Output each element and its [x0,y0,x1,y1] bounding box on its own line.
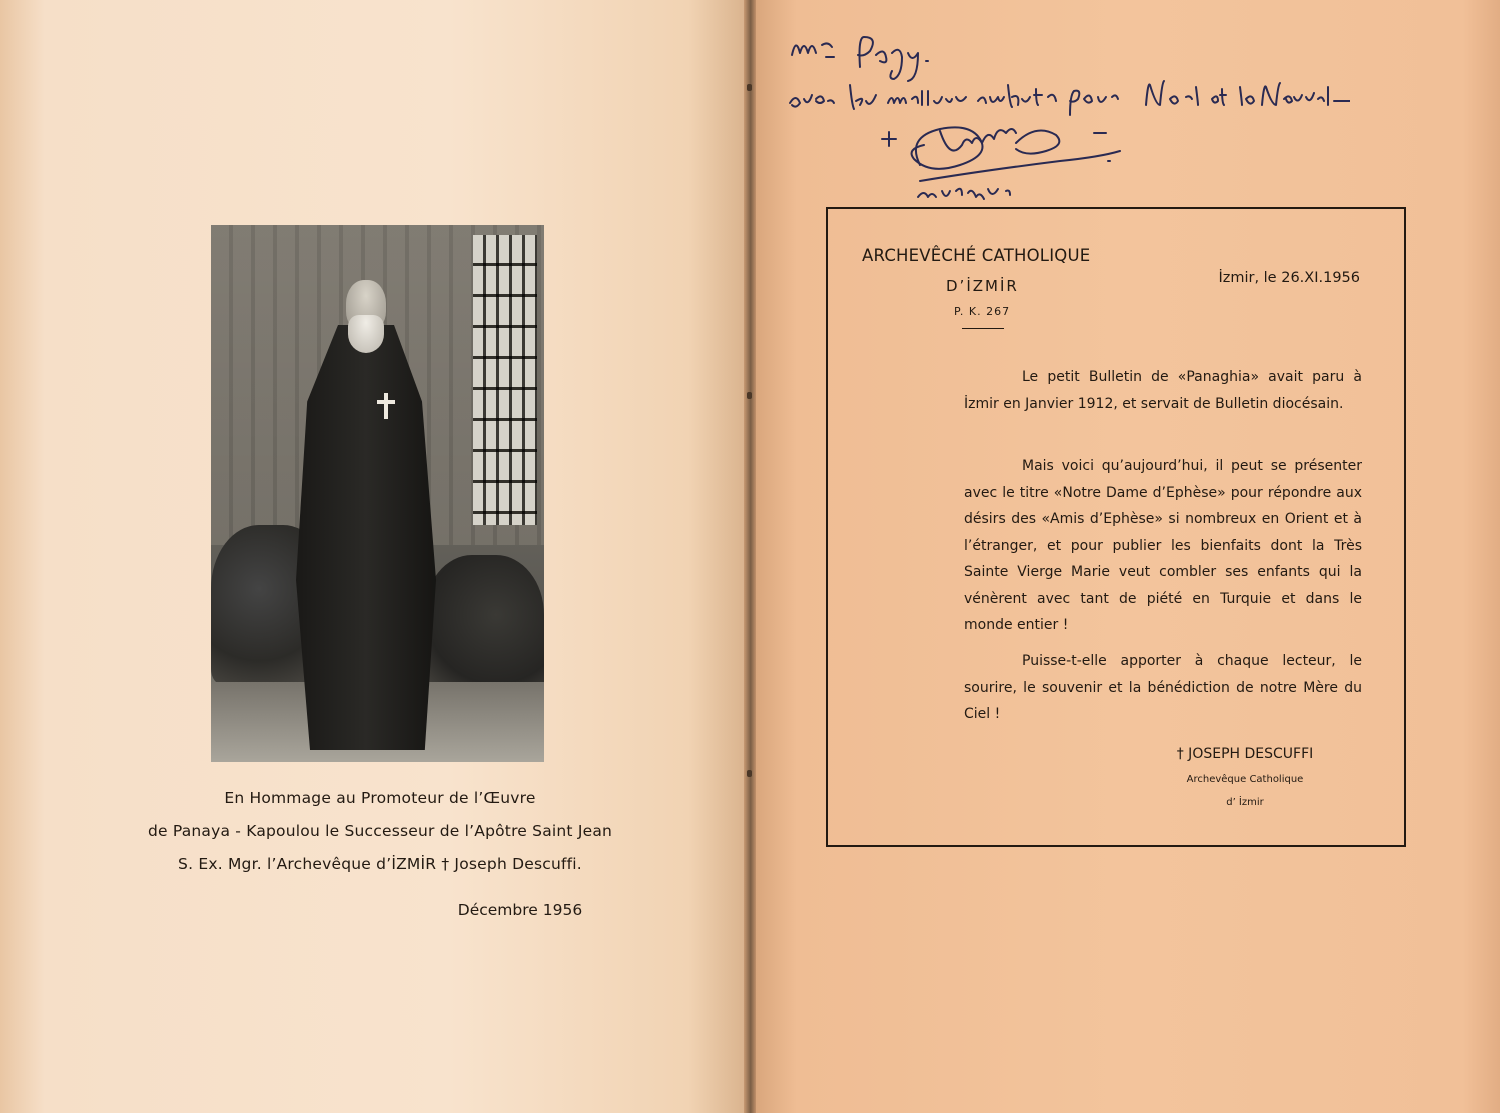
signatory-city: d’ İzmir [1226,797,1264,808]
letter-paragraph-2: Mais voici qu’aujourd’hui, il peut se présenter avec le titre «Notre Dame d’Ephèse» pour répondre aux désirs des «Amis d’Ephèse» si nombreux en Orient et à l’étranger, et pour publier les bienfaits dont la Très Sainte Vierge Marie veut combler ses enfants qui la vénèrent avec tant de piété en Turquie et dans le monde entier ! [964,458,1362,633]
portrait-photo [211,225,544,762]
letterhead-postbox: P. K. 267 [954,305,1011,318]
binding-hole [747,770,752,777]
letter-dateline: İzmir, le 26.XI.1956 [1218,270,1360,286]
photo-figure-beard [348,315,384,353]
letter-paragraph-3: Puisse-t-elle apporter à chaque lecteur, le sourire, le souvenir et la bénédiction de notre Mère du Ciel ! [964,653,1362,722]
letterhead-city: D’İZMİR [946,277,1019,295]
photo-figure-cassock [296,325,436,750]
letterhead-rule [962,328,1004,329]
binding-hole [747,84,752,91]
signatory-name: † JOSEPH DESCUFFI [1176,746,1314,762]
letterhead-title: ARCHEVÊCHÉ CATHOLIQUE [862,246,1091,265]
binding-hole [747,392,752,399]
caption-line-2: de Panaya - Kapoulou le Successeur de l’Apôtre Saint Jean [147,822,613,840]
caption-date: Décembre 1956 [457,901,583,919]
handwritten-dedication [770,15,1350,215]
pectoral-cross-icon [377,393,395,419]
photo-window [473,235,537,525]
caption-line-1: En Hommage au Promoteur de l’Œuvre [224,789,536,807]
letter-paragraph-1: Le petit Bulletin de «Panaghia» avait paru à İzmir en Janvier 1912, et servait de Bulletin diocésain. [964,369,1362,412]
book-gutter [744,0,756,1113]
caption-line-3: S. Ex. Mgr. l’Archevêque d’İZMİR † Joseph Descuffi. [178,855,582,873]
signatory-title: Archevêque Catholique [1186,774,1304,785]
